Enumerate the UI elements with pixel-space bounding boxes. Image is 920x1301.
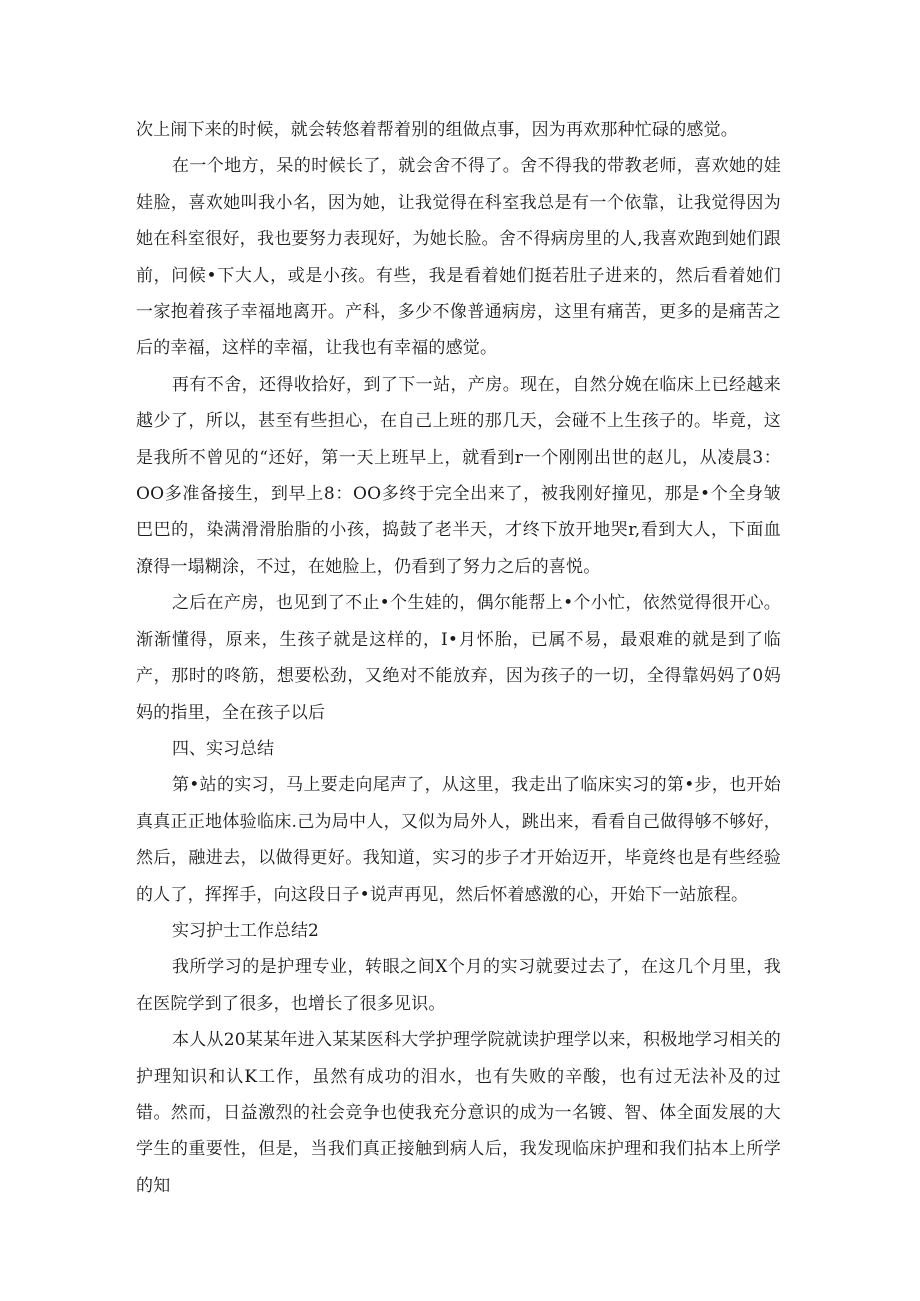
paragraph-delivery-room: 再有不舍，还得收拾好，到了下一站，产房。现在，自然分娩在临床上已经越来越少了，所以，甚至有些担心，在自己上班的那几天，会碰不上生孩子的。毕竟，这是我所不曾见的“还好，第一天上班早上，就看到r一个刚刚出世的赵儿，从凌晨3：OO多准备接生，到早上8：OO多终于完全出来了，被我刚好撞见，那是•个全身皱巴巴的，染满滑滑胎脂的小孩，捣鼓了老半天，才终下放开地哭r,看到大人，下面血潦得一塌糊涂，不过，在她脸上，仍看到了努力之后的喜悦。 xyxy=(136,374,781,577)
document-body xyxy=(136,112,781,1204)
paragraph-after-delivery: 之后在产房，也见到了不止•个生娃的，偶尔能帮上•个小忙，依然觉得很开心。渐渐懂得，原来，生孩子就是这样的，I•月怀胎，已属不易，最艰难的就是到了临产，那时的咚筋，想要松劲，又绝对不能放弃，因为孩子的一切，全得靠妈妈了0妈妈的指里，全在孩子以后 xyxy=(136,593,781,723)
section-heading-report-2: 实习护士工作总结2 xyxy=(172,920,319,941)
paragraph-continuation: 次上闹下来的时候，就会转悠着帮着别的组做点事，因为再欢那种忙碌的感觉。 xyxy=(136,120,738,140)
paragraph-summary: 第•站的实习，马上要走向尾声了，从这里，我走出了临床实习的第•步，也开始真真正正地体验临床.己为局中人，又似为局外人，跳出来，看看自己做得够不够好，然后，融进去，以做得更好。我知道，实习的步子才开始迈开，毕竟终也是有些经验的人了，挥挥手，向这段日子•说声再见，然后怀着感激的心，开始下一站旅程。 xyxy=(136,775,781,905)
paragraph-intro: 我所学习的是护理专业，转眼之间X个月的实习就要过去了，在这几个月里，我在医院学到了很多，也增长了很多见识。 xyxy=(136,957,781,1014)
paragraph-reluctance: 在一个地方，呆的时候长了，就会舍不得了。舍不得我的带教老师，喜欢她的娃娃脸，喜欢她叫我小名，因为她，让我觉得在科室我总是有一个依靠，让我觉得因为她在科室很好，我也要努力表现好，为她长脸。舍不得病房里的人,我喜欢跑到她们跟前，问候•下大人，或是小孩。有些，我是看着她们挺若肚子进来的，然后看着她们一家抱着孩子幸福地离开。产科，多少不像普通病房，这里有痛苦，更多的是痛苦之后的幸福，这样的幸福，让我也有幸福的感觉。 xyxy=(136,156,781,359)
paragraph-background: 本人从20某某年进入某某医科大学护理学院就读护理学以来，积极地学习相关的护理知识和认K工作，虽然有成功的泪水，也有失败的辛酸，也有过无法补及的过错。然而，日益激烈的社会竞争也使我充分意识的成为一名镀、智、体全面发展的大学生的重要性，但是，当我们真正接触到病人后，我发现临床护理和我们拈本上所学的知 xyxy=(136,1030,781,1196)
section-heading-summary: 四、实习总结 xyxy=(172,738,274,759)
